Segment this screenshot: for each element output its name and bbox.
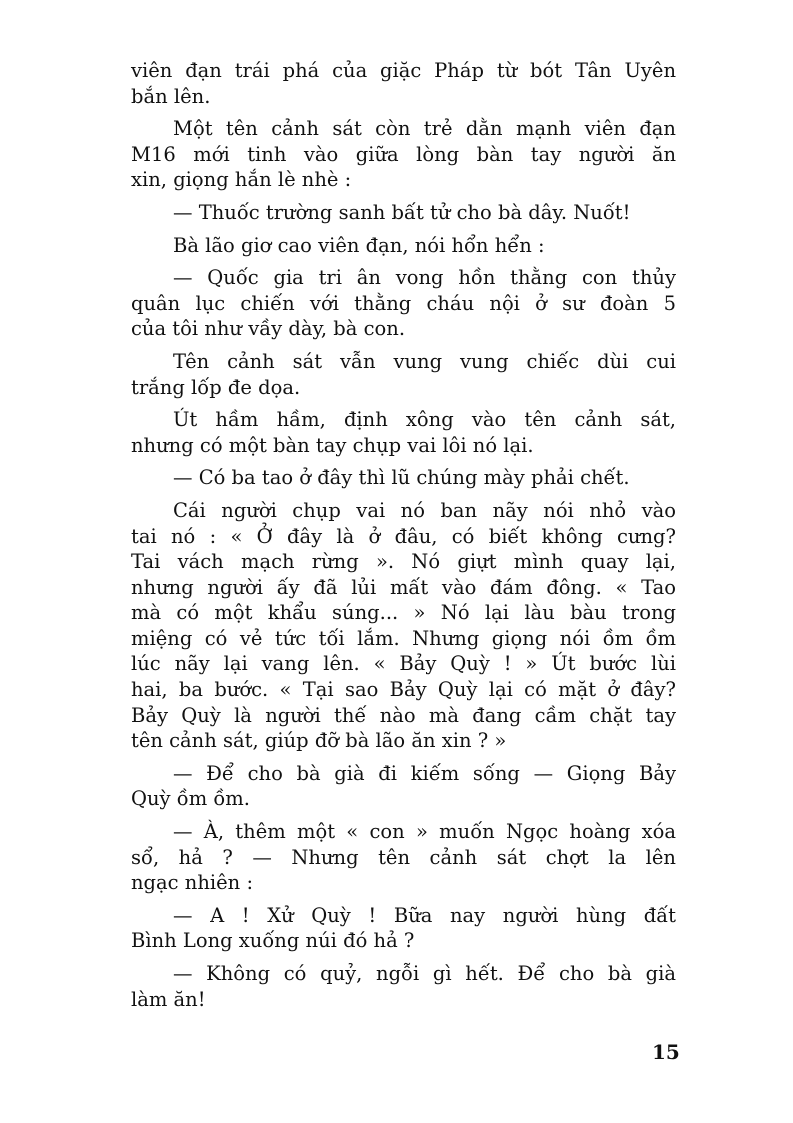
text-line: Bình Long xuống núi đó hả ?	[131, 929, 415, 953]
paragraph	[131, 903, 676, 954]
text-line: — Có ba tao ở đây thì lũ chúng mày phải chết.	[173, 466, 630, 490]
body-text	[131, 58, 676, 1019]
text-line: ngạc nhiên :	[131, 871, 254, 895]
text-line: Bà lão giơ cao viên đạn, nói hổn hển :	[173, 233, 545, 257]
paragraph	[131, 761, 676, 812]
text-line: Cái người chụp vai nó ban nãy nói nhỏ vào	[173, 498, 676, 522]
text-line: — Để cho bà già đi kiếm sống — Giọng Bảy	[173, 761, 676, 785]
paragraph	[131, 233, 676, 259]
paragraph	[131, 961, 676, 1012]
text-line: quân lục chiến với thằng cháu nội ở sư đoàn 5	[131, 291, 676, 315]
text-line: — Quốc gia tri ân vong hồn thằng con thủy	[173, 266, 676, 290]
text-line: Bảy Quỳ là người thế nào mà đang cầm chặt tay	[131, 703, 676, 727]
text-line: bắn lên.	[131, 84, 211, 108]
paragraph	[131, 58, 676, 109]
text-line: của tôi như vầy dày, bà con.	[131, 317, 406, 341]
paragraph	[131, 116, 676, 193]
paragraph	[131, 200, 676, 226]
text-line: trắng lốp đe dọa.	[131, 375, 301, 399]
text-line: — Không có quỷ, ngỗi gì hết. Để cho bà già	[173, 962, 676, 985]
text-line: — À, thêm một « con » muốn Ngọc hoàng xóa	[173, 820, 676, 844]
text-line: — Thuốc trường sanh bất tử cho bà dây. Nuốt!	[173, 200, 631, 224]
text-line: sổ, hả ? — Nhưng tên cảnh sát chợt la lên	[131, 845, 676, 869]
text-line: nhưng người ấy đã lủi mất vào đám đông. « Tao	[131, 575, 676, 599]
text-line: M16 mới tinh vào giữa lòng bàn tay người ăn	[131, 142, 676, 166]
text-line: Tai vách mạch rừng ». Nó giựt mình quay lại,	[131, 550, 676, 574]
text-line: lúc nãy lại vang lên. « Bảy Quỳ ! » Út bước lùi	[131, 652, 676, 676]
text-line: mà có một khẩu súng... » Nó lại làu bàu trong	[131, 601, 676, 625]
text-line: tên cảnh sát, giúp đỡ bà lão ăn xin ? »	[131, 729, 507, 753]
text-line: Một tên cảnh sát còn trẻ dằn mạnh viên đạn	[173, 117, 676, 141]
text-line: làm ăn!	[131, 987, 206, 1011]
text-line: hai, ba bước. « Tại sao Bảy Quỳ lại có mặt ở đây?	[131, 678, 676, 702]
paragraph	[131, 498, 676, 754]
text-line: Út hầm hầm, định xông vào tên cảnh sát,	[173, 408, 676, 432]
paragraph	[131, 407, 676, 458]
text-line: nhưng có một bàn tay chụp vai lôi nó lại.	[131, 433, 534, 457]
text-line: miệng có vẻ tức tối lắm. Nhưng giọng nói ồm ồm	[131, 626, 676, 650]
text-line: Quỳ ồm ồm.	[131, 787, 250, 811]
paragraph	[131, 465, 676, 491]
paragraph	[131, 349, 676, 400]
text-line: xin, giọng hắn lè nhè :	[131, 168, 352, 192]
paragraph	[131, 819, 676, 896]
text-line: tai nó : « Ở đây là ở đâu, có biết không cưng?	[131, 524, 676, 548]
text-line: viên đạn trái phá của giặc Pháp từ bót Tân Uyên	[131, 59, 676, 82]
page-number: 15	[652, 1040, 680, 1064]
paragraph	[131, 265, 676, 342]
text-line: Tên cảnh sát vẫn vung vung chiếc dùi cui	[173, 349, 676, 373]
text-line: — A ! Xử Quỳ ! Bữa nay người hùng đất	[173, 903, 676, 927]
